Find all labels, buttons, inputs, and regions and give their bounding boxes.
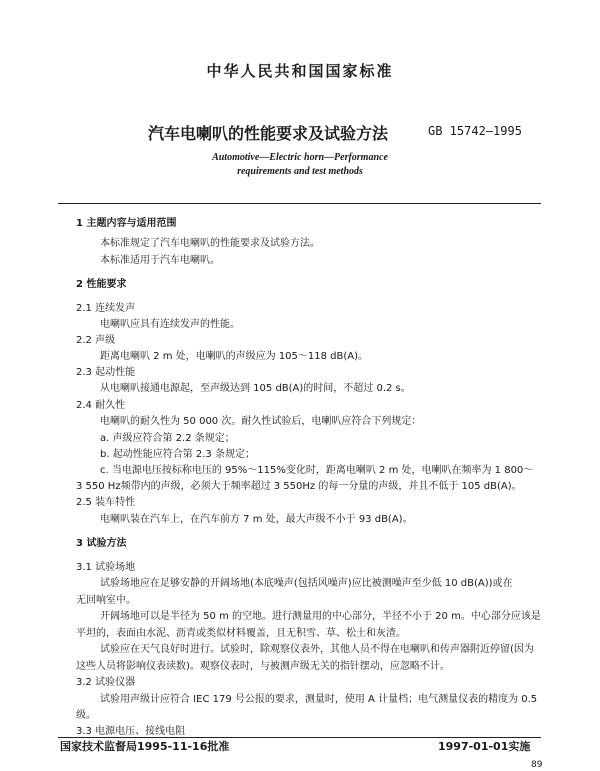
- top-rule: [58, 203, 541, 204]
- list-item-b: b. 起动性能应符合第 2.3 条规定；: [100, 449, 255, 460]
- subsection-3-2-paragraph: 试验用声级计应符合 IEC 179 号公报的要求，测量时，使用 A 计量档；电气测量仪表的精度为 0.5: [100, 694, 538, 705]
- approval-date: 国家技术监督局1995-11-16批准: [60, 740, 230, 753]
- effective-date: 1997-01-01实施: [438, 740, 531, 753]
- section-1-heading: 1 主题内容与适用范围: [76, 218, 177, 229]
- subsection-3-2-paragraph-continued: 级。: [76, 710, 96, 721]
- subsection-2-4-title: 2.4 耐久性: [76, 400, 126, 411]
- english-title-line-2: requirements and test methods: [237, 166, 363, 177]
- subsection-3-1-title: 3.1 试验场地: [76, 562, 136, 573]
- standard-code: GB 15742—1995: [428, 124, 522, 138]
- section-3-heading: 3 试验方法: [76, 538, 127, 549]
- subsection-2-2-title: 2.2 声级: [76, 335, 116, 346]
- subsection-2-1-title: 2.1 连续发声: [76, 303, 136, 314]
- subsection-2-4-text: 电喇叭的耐久性为 50 000 次。耐久性试验后，电喇叭应符合下列规定：: [100, 416, 422, 427]
- standard-org-title: 中华人民共和国国家标准: [206, 62, 394, 80]
- subsection-3-1-paragraph-continued: 平坦的，表面由水泥、沥青或类似材料覆盖，且无积雪、草、松土和灰渣。: [76, 628, 406, 639]
- section-2-heading: 2 性能要求: [76, 279, 127, 290]
- subsection-3-2-title: 3.2 试验仪器: [76, 677, 136, 688]
- section-1-paragraph: 本标准适用于汽车电喇叭。: [100, 255, 220, 266]
- subsection-3-1-paragraph: 试验应在天气良好时进行。试验时，除观察仪表外，其他人员不得在电喇叭和传声器附近停留(因为: [100, 644, 534, 655]
- subsection-2-5-title: 2.5 装车特性: [76, 497, 136, 508]
- subsection-2-3-title: 2.3 起动性能: [76, 367, 136, 378]
- document-title: 汽车电喇叭的性能要求及试验方法: [148, 124, 389, 143]
- list-item-c-continued: 3 550 Hz频带内的声级，必须大于频率超过 3 550Hz 的每一分量的声级，并且不低于 105 dB(A)。: [76, 481, 522, 492]
- list-item-c: c. 当电源电压按标称电压的 95%～115%变化时，距离电喇叭 2 m 处，电喇叭在频率为 1 800～: [100, 465, 534, 476]
- subsection-3-3-title: 3.3 电源电压、接线电阻: [76, 726, 186, 737]
- subsection-2-3-text: 从电喇叭接通电源起，至声级达到 105 dB(A)的时间，不超过 0.2 s。: [100, 383, 411, 394]
- subsection-3-1-paragraph-continued: 无回响室中。: [76, 595, 136, 606]
- subsection-3-1-paragraph: 开阔场地可以是半径为 50 m 的空地。进行测量用的中心部分，半径不小于 20 m。中心部分应该是: [100, 611, 541, 622]
- subsection-3-1-paragraph: 试验场地应在足够安静的开阔场地(本底噪声(包括风噪声)应比被测噪声至少低 10 dB(A))或在: [100, 578, 513, 589]
- subsection-2-5-text: 电喇叭装在汽车上，在汽车前方 7 m 处，最大声级不小于 93 dB(A)。: [100, 514, 413, 525]
- page-number: 89: [531, 760, 543, 770]
- list-item-a: a. 声级应符合第 2.2 条规定；: [100, 433, 235, 444]
- subsection-3-1-paragraph-continued: 这些人员将影响仪表读数)。观察仪表时，与被测声级无关的指针摆动，应忽略不计。: [76, 661, 450, 672]
- english-title-line-1: Automotive—Electric horn—Performance: [212, 152, 388, 163]
- subsection-2-2-text: 距离电喇叭 2 m 处，电喇叭的声级应为 105～118 dB(A)。: [100, 351, 369, 362]
- section-1-paragraph: 本标准规定了汽车电喇叭的性能要求及试验方法。: [100, 238, 320, 249]
- subsection-2-1-text: 电喇叭应具有连续发声的性能。: [100, 319, 240, 330]
